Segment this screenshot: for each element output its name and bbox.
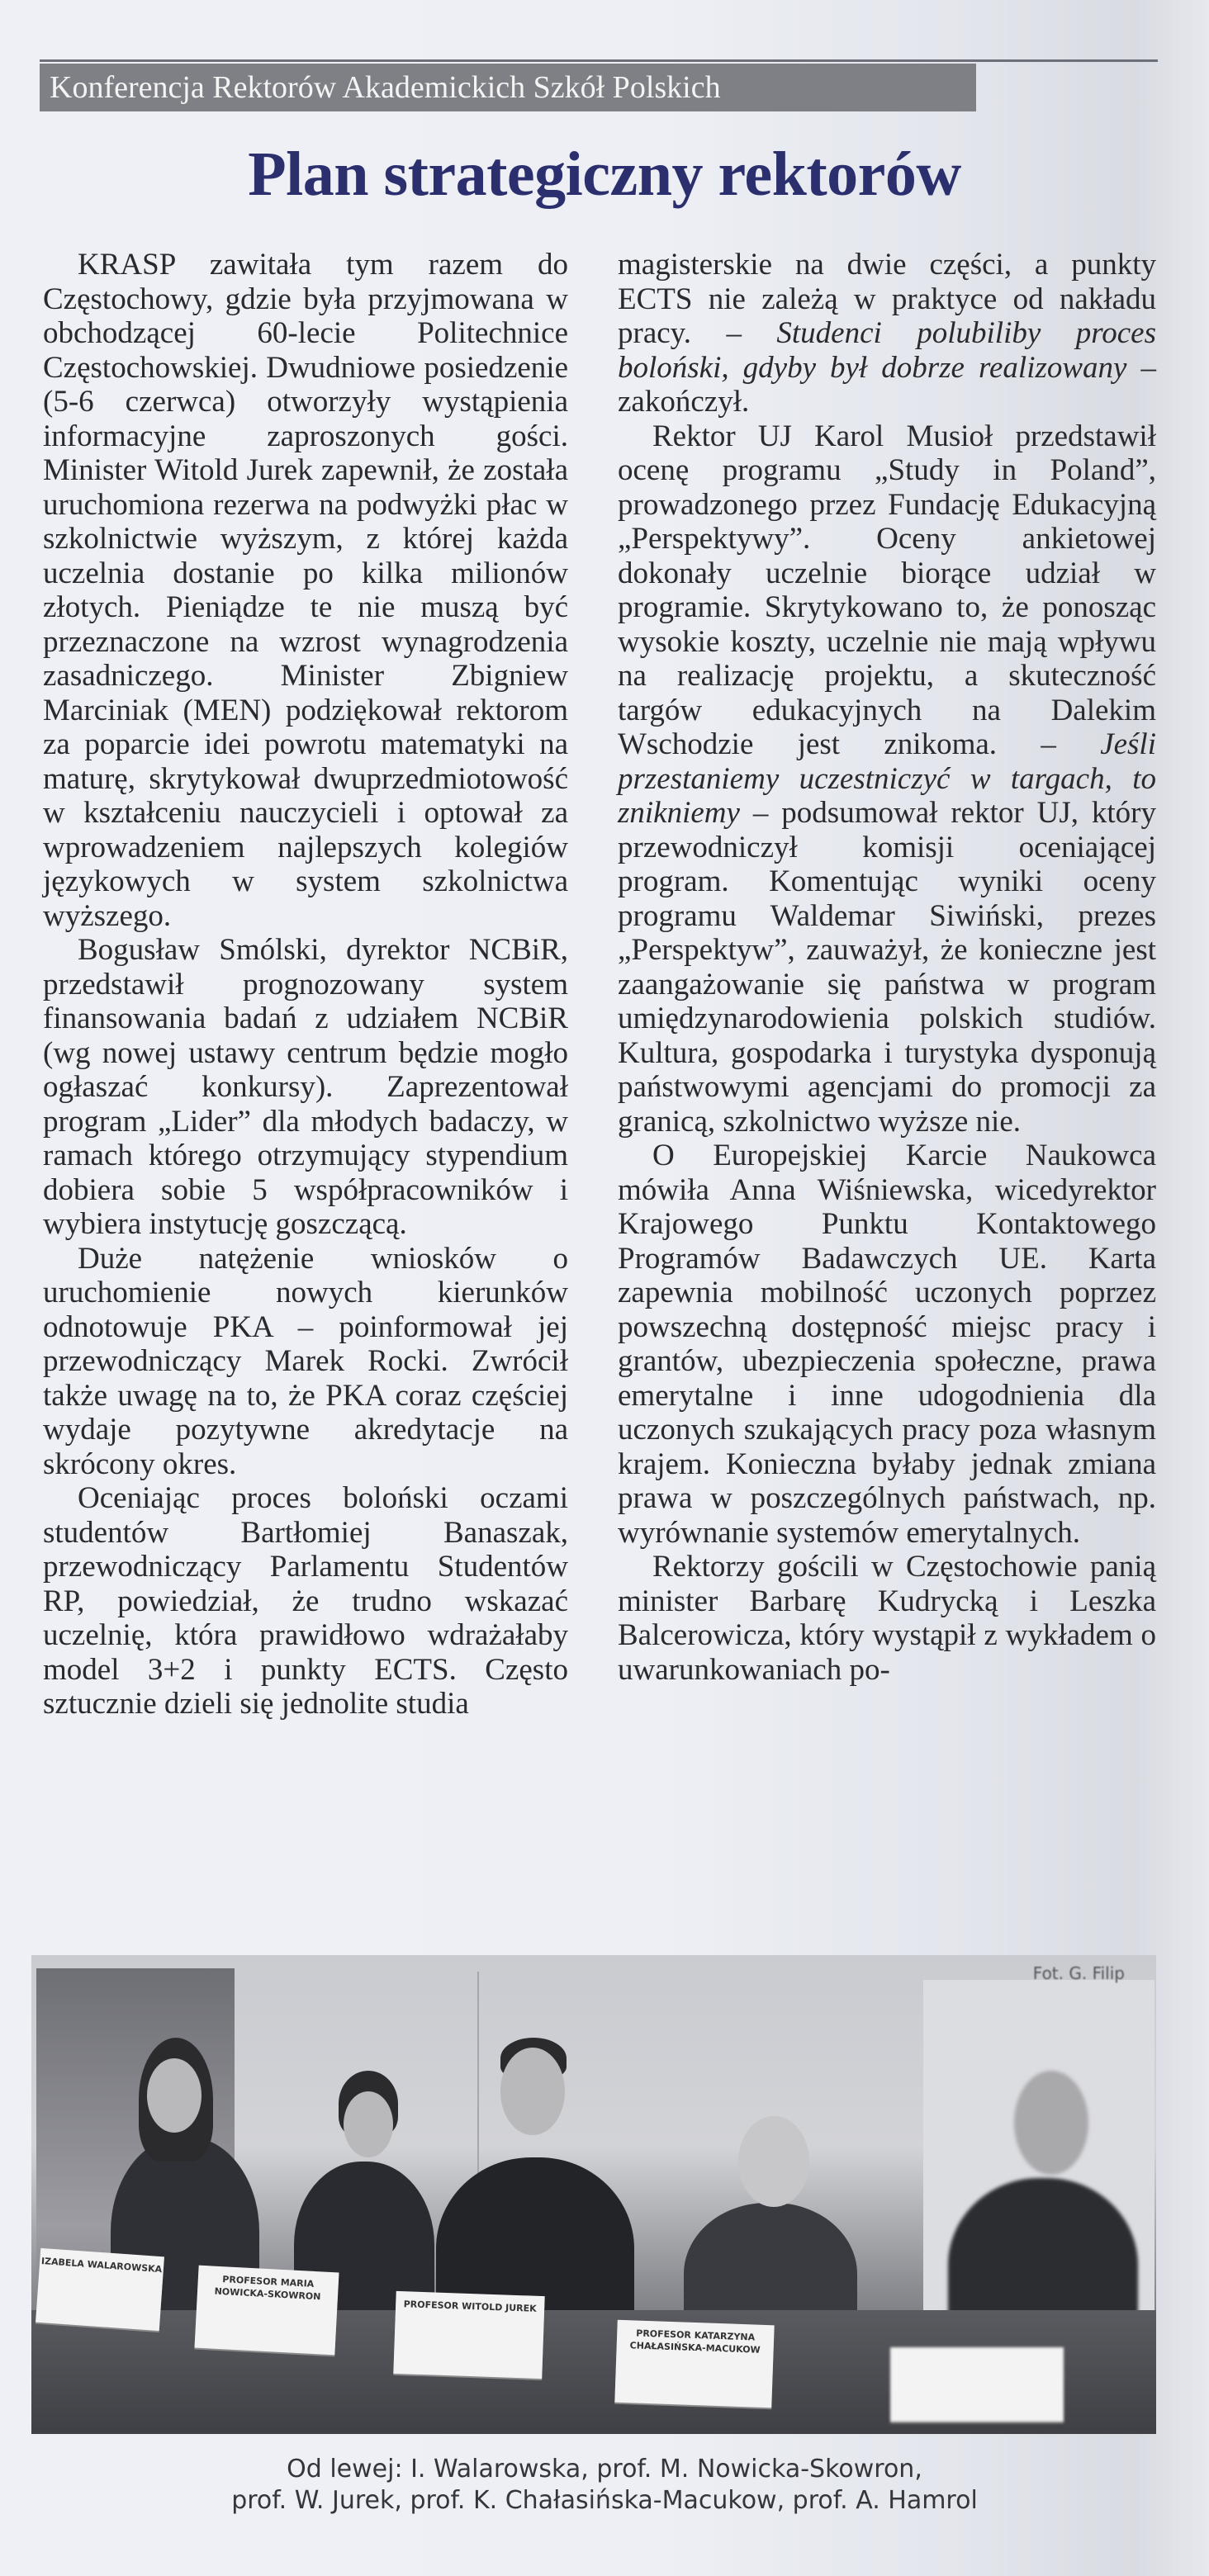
- quote: Studenci polubiliby proces boloński, gdyby był dobrze realizowany: [618, 316, 1157, 385]
- article-title: Plan strategiczny rektorów: [248, 140, 961, 209]
- name-placard: PROFESOR WITOLD JUREK: [393, 2291, 544, 2379]
- caption-line: Od lewej: I. Walarowska, prof. M. Nowicka-Skowron,: [287, 2455, 922, 2484]
- paragraph: [618, 248, 1156, 419]
- name-placard: PROFESOR MARIA NOWICKA-SKOWRON: [194, 2266, 339, 2356]
- paragraph: O Europejskiej Karcie Naukowca mówiła Anna Wiśniewska, wicedyrektor Krajowego Punktu Kontaktowego Programów Badawczych UE. Karta zapewnia mobilność uczonych poprzez powszechną dostępność miejsc pracy i grantów, ubezpieczenia społeczne, prawa emerytalne i inne udogodnienia dla uczonych szukających pracy poza własnym krajem. Konieczna byłaby jednak zmiana prawa w poszczególnych państwach, np. wyrównanie systemów emerytalnych.: [618, 1139, 1156, 1550]
- paragraph: Bogusław Smólski, dyrektor NCBiR, przedstawił prognozowany system finansowania badań z udziałem NCBiR (wg nowej ustawy centrum będzie mogło ogłaszać konkursy). Zaprezentował program „Lider” dla młodych badaczy, w ramach którego otrzymujący stypendium dobiera sobie 5 współpracowników i wybiera instytucję goszczącą.: [43, 933, 568, 1241]
- name-placard: PROFESOR KATARZYNA CHAŁASIŃSKA-MACUKOW: [614, 2320, 774, 2408]
- photo-credit: Fot. G. Filip: [1032, 1963, 1125, 1983]
- photo-person-head: [1014, 2071, 1088, 2175]
- name-placard: IZABELA WALAROWSKA: [36, 2248, 164, 2331]
- photo-caption: [0, 2454, 1209, 2517]
- paragraph: Duże natężenie wniosków o uruchomienie nowych kierunków odnotowuje PKA – poinformował jej przewodniczący Marek Rocki. Zwrócił także uwagę na to, że PKA coraz częściej wydaje pozytywne akredytacje na skrócony okres.: [43, 1241, 568, 1481]
- photo-person-head: [500, 2048, 565, 2135]
- paragraph-text: – podsumował rektor UJ, który przewodniczył komisji oceniającej program. Komentując wyniki oceny programu Waldemar Siwiński, prezes „Perspektyw”, zauważył, że konieczne jest zaangażowanie się państwa w program umiędzynarodowienia polskich studiów. Kultura, gospodarka i turystyka dysponują państwowymi agencjami do promocji za granicą, szkolnictwo wyższe nie.: [618, 796, 1156, 1139]
- paragraph: [618, 419, 1156, 1139]
- paragraph: Rektorzy gościli w Częstochowie panią minister Barbarę Kudrycką i Leszka Balcerowicza, który wystąpił z wykładem o uwarunkowaniach po-: [618, 1550, 1156, 1687]
- photo-person-head: [147, 2058, 202, 2133]
- caption-line: prof. W. Jurek, prof. K. Chałasińska-Macukow, prof. A. Hamrol: [231, 2486, 978, 2515]
- article-column-left: [43, 248, 568, 1721]
- paragraph-text: – zakończył.: [618, 350, 1157, 419]
- paragraph-text: Rektor UJ Karol Musioł przedstawił ocenę programu „Study in Poland”, prowadzonego przez Fundację Edukacyjną „Perspektywy”. Oceny ankietowej dokonały uczelnie biorące udział w programie. Skrytykowano to, że ponosząc wysokie koszty, uczelnie nie mają wpływu na realizację projektu, a skuteczność targów edukacyjnych na Dalekim Wschodzie jest znikoma. –: [618, 419, 1156, 761]
- paragraph-text: magisterskie na dwie części, a punkty ECTS nie zależą w praktyce od nakładu pracy. –: [618, 248, 1156, 350]
- quote: Jeśli przestaniemy uczestniczyć w targach, to znikniemy: [618, 727, 1156, 830]
- name-placard-blurred: [890, 2347, 1064, 2422]
- photo-person-head: [344, 2091, 393, 2157]
- section-rule: [40, 59, 1158, 62]
- photo-person-head: [738, 2116, 809, 2207]
- section-header: Konferencja Rektorów Akademickich Szkół Polskich: [40, 64, 976, 111]
- conference-photo: [31, 1955, 1156, 2434]
- paragraph: KRASP zawitała tym razem do Częstochowy, gdzie była przyjmowana w obchodzącej 60-lecie Politechnice Częstochowskiej. Dwudniowe posiedzenie (5-6 czerwca) otworzyły wystąpienia informacyjne zaproszonych gości. Minister Witold Jurek zapewnił, że została uruchomiona rezerwa na podwyżki płac w szkolnictwie wyższym, z której każda uczelnia dostanie po kilka milionów złotych. Pieniądze te nie muszą być przeznaczone na wzrost wynagrodzenia zasadniczego. Minister Zbigniew Marciniak (MEN) podziękował rektorom za poparcie idei powrotu matematyki na maturę, skrytykował dwuprzedmiotowość w kształceniu nauczycieli i optował za wprowadzeniem najlepszych kolegiów językowych w system szkolnictwa wyższego.: [43, 248, 568, 933]
- article-column-right: [618, 248, 1156, 1687]
- paragraph: Oceniając proces boloński oczami studentów Bartłomiej Banaszak, przewodniczący Parlamentu Studentów RP, powiedział, że trudno wskazać uczelnię, która prawidłowo wdrażałaby model 3+2 i punkty ECTS. Często sztucznie dzieli się jednolite studia: [43, 1481, 568, 1721]
